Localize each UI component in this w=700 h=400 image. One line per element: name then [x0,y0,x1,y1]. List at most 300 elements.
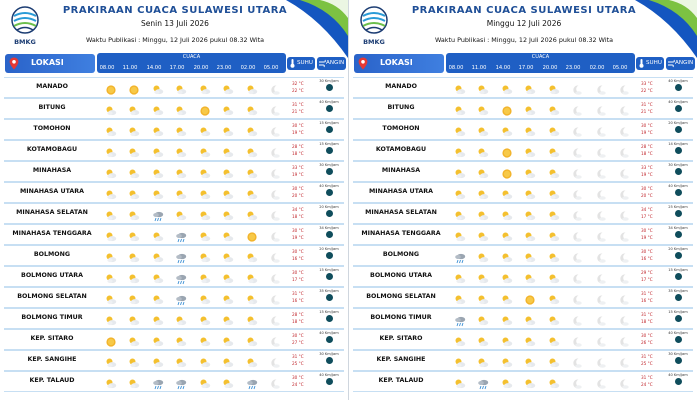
partly-cloudy-icon [524,123,536,135]
partly-cloudy-icon [524,144,536,156]
location-name: BOLMONG SELATAN [17,293,87,300]
night-icon [571,102,583,114]
thermometer-icon [639,59,644,68]
temp-min: 20 °C [292,193,304,198]
time-header: 23.00 [216,65,232,71]
wind-speed: 40 Km/Jam [319,331,339,335]
location-row [4,203,344,224]
cuaca-header [446,53,635,73]
temperature-range [641,374,653,388]
location-name: BITUNG [387,104,415,111]
partly-cloudy-icon [548,333,560,345]
night-icon [595,228,607,240]
time-header: 05.00 [263,65,279,71]
partly-cloudy-icon [548,228,560,240]
temp-max: 30 °C [292,333,304,338]
temperature-range [641,185,653,199]
partly-cloudy-icon [222,333,234,345]
night-icon [269,333,281,345]
location-pin-icon [9,57,19,70]
location-row [4,119,344,140]
temp-min: 16 °C [641,298,653,303]
temperature-range [641,353,653,367]
partly-cloudy-icon [524,312,536,324]
partly-cloudy-icon [222,249,234,261]
wind-direction-icon [326,273,333,280]
temperature-range [641,206,653,220]
sun-icon [128,81,140,93]
wind-info [317,79,341,91]
bmkg-logo [5,4,45,48]
partly-cloudy-icon [524,81,536,93]
time-headers [97,65,286,73]
partly-cloudy-icon [454,333,466,345]
forecast-panel [349,0,697,400]
partly-cloudy-icon [128,312,140,324]
suhu-header [636,57,664,70]
wind-speed: 34 Km/Jam [319,226,339,230]
location-row [353,224,693,245]
wind-info [317,373,341,385]
publication-time: Waktu Publikasi : Minggu, 12 Juli 2026 pukul 08.32 Wita [85,36,265,44]
wind-direction-icon [326,147,333,154]
temp-max: 33 °C [641,165,653,170]
temperature-range [292,206,304,220]
partly-cloudy-icon [246,354,258,366]
location-name: MINAHASA UTARA [19,188,84,195]
partly-cloudy-icon [246,249,258,261]
partly-cloudy-icon [105,312,117,324]
wind-speed: 40 Km/Jam [319,100,339,104]
wind-info [317,142,341,154]
partly-cloudy-icon [454,102,466,114]
night-icon [269,312,281,324]
wind-speed: 40 Km/Jam [668,184,688,188]
wind-speed: 20 Km/Jam [668,121,688,125]
temp-max: 34 °C [292,207,304,212]
location-name: MINAHASA SELATAN [365,209,437,216]
partly-cloudy-icon [501,375,513,387]
temperature-range [292,164,304,178]
wind-direction-icon [326,231,333,238]
night-icon [269,375,281,387]
partly-cloudy-icon [246,270,258,282]
night-icon [618,375,630,387]
partly-cloudy-icon [199,81,211,93]
partly-cloudy-icon [477,102,489,114]
wind-info [666,247,690,259]
partly-cloudy-icon [199,312,211,324]
wind-speed: 15 Km/Jam [319,268,339,272]
wind-direction-icon [326,294,333,301]
partly-cloudy-icon [128,354,140,366]
partly-cloudy-icon [246,207,258,219]
partly-cloudy-icon [152,165,164,177]
temp-min: 18 °C [292,151,304,156]
time-headers [446,65,635,73]
wind-info [317,100,341,112]
location-row [353,119,693,140]
wind-info [666,163,690,175]
logo-text: BMKG [363,38,385,46]
location-row [353,140,693,161]
temp-max: 29 °C [641,270,653,275]
wind-direction-icon [326,168,333,175]
partly-cloudy-icon [199,333,211,345]
partly-cloudy-icon [105,144,117,156]
partly-cloudy-icon [222,186,234,198]
temp-min: 19 °C [641,172,653,177]
temperature-range [641,332,653,346]
night-icon [269,102,281,114]
wind-speed: 30 Km/Jam [319,352,339,356]
wind-direction-icon [326,105,333,112]
wind-direction-icon [326,126,333,133]
rain-icon [454,249,466,261]
night-icon [595,186,607,198]
partly-cloudy-icon [128,291,140,303]
suhu-label: SUHU [297,60,313,66]
wind-direction-icon [675,84,682,91]
location-name: MANADO [36,83,68,90]
partly-cloudy-icon [152,249,164,261]
angin-header [666,57,695,70]
lokasi-label: LOKASI [31,58,64,67]
wind-direction-icon [675,168,682,175]
partly-cloudy-icon [454,270,466,282]
forecast-date: Minggu 12 Juli 2026 [486,19,562,28]
night-icon [571,81,583,93]
partly-cloudy-icon [222,228,234,240]
partly-cloudy-icon [175,102,187,114]
partly-cloudy-icon [477,333,489,345]
partly-cloudy-icon [199,354,211,366]
partly-cloudy-icon [222,207,234,219]
temp-max: 28 °C [641,144,653,149]
rain-icon [454,312,466,324]
night-icon [269,270,281,282]
partly-cloudy-icon [524,354,536,366]
location-pin-icon [358,57,368,70]
partly-cloudy-icon [128,270,140,282]
time-header: 05.00 [612,65,628,71]
partly-cloudy-icon [199,144,211,156]
wind-info [666,184,690,196]
temperature-range [292,332,304,346]
partly-cloudy-icon [128,333,140,345]
location-row [353,203,693,224]
suhu-header [287,57,315,70]
night-icon [618,165,630,177]
night-icon [571,186,583,198]
partly-cloudy-icon [477,207,489,219]
night-icon [571,291,583,303]
temp-max: 30 °C [292,228,304,233]
wind-speed: 20 Km/Jam [668,247,688,251]
night-icon [618,312,630,324]
location-name: TOMOHON [33,125,71,132]
location-name: MINAHASA TENGGARA [12,230,92,237]
forecast-panel [0,0,349,400]
partly-cloudy-icon [199,186,211,198]
night-icon [595,123,607,135]
partly-cloudy-icon [175,207,187,219]
temperature-range [641,290,653,304]
partly-cloudy-icon [128,186,140,198]
temp-min: 16 °C [641,256,653,261]
wind-speed: 40 Km/Jam [668,100,688,104]
partly-cloudy-icon [548,81,560,93]
partly-cloudy-icon [477,249,489,261]
location-name: MINAHASA SELATAN [16,209,88,216]
bmkg-logo [354,4,394,48]
wind-info [666,373,690,385]
wind-speed: 34 Km/Jam [668,226,688,230]
rain-icon [246,375,258,387]
partly-cloudy-icon [454,291,466,303]
angin-label: ANGIN [326,60,345,66]
wind-speed: 40 Km/Jam [319,373,339,377]
night-icon [571,375,583,387]
partly-cloudy-icon [477,165,489,177]
wind-direction-icon [675,189,682,196]
temp-min: 17 °C [641,214,653,219]
rain-icon [477,375,489,387]
night-icon [571,270,583,282]
sun-icon [199,102,211,114]
temp-min: 16 °C [292,298,304,303]
time-header: 20.00 [542,65,558,71]
partly-cloudy-icon [548,354,560,366]
partly-cloudy-icon [152,354,164,366]
partly-cloudy-icon [222,270,234,282]
partly-cloudy-icon [175,312,187,324]
rain-icon [175,228,187,240]
wind-direction-icon [326,378,333,385]
temp-min: 18 °C [641,319,653,324]
wind-info [666,142,690,154]
temperature-range [641,122,653,136]
night-icon [269,186,281,198]
partly-cloudy-icon [105,270,117,282]
partly-cloudy-icon [105,375,117,387]
partly-cloudy-icon [246,165,258,177]
night-icon [269,291,281,303]
location-row [353,287,693,308]
partly-cloudy-icon [524,165,536,177]
night-icon [571,333,583,345]
night-icon [618,249,630,261]
rain-icon [152,375,164,387]
partly-cloudy-icon [477,81,489,93]
wind-direction-icon [326,315,333,322]
partly-cloudy-icon [128,375,140,387]
location-row [4,371,344,392]
rain-icon [175,249,187,261]
temperature-range [292,248,304,262]
lokasi-header [5,54,95,73]
partly-cloudy-icon [548,165,560,177]
temp-max: 33 °C [292,165,304,170]
wind-speed: 30 Km/Jam [668,352,688,356]
partly-cloudy-icon [246,102,258,114]
sun-icon [105,81,117,93]
wind-direction-icon [675,147,682,154]
partly-cloudy-icon [548,144,560,156]
night-icon [571,354,583,366]
partly-cloudy-icon [152,144,164,156]
temperature-range [292,122,304,136]
partly-cloudy-icon [222,81,234,93]
temp-max: 30 °C [641,186,653,191]
temperature-range [292,185,304,199]
rain-icon [175,270,187,282]
partly-cloudy-icon [548,207,560,219]
temp-min: 25 °C [641,361,653,366]
location-row [353,308,693,329]
partly-cloudy-icon [128,228,140,240]
partly-cloudy-icon [175,123,187,135]
temperature-range [641,80,653,94]
partly-cloudy-icon [548,270,560,282]
time-header: 17.00 [169,65,185,71]
partly-cloudy-icon [501,312,513,324]
location-name: MINAHASA TENGGARA [361,230,441,237]
temp-min: 18 °C [292,319,304,324]
night-icon [571,312,583,324]
time-header: 23.00 [565,65,581,71]
temp-min: 20 °C [641,193,653,198]
partly-cloudy-icon [454,375,466,387]
cuaca-label: CUACA [182,54,201,60]
night-icon [571,165,583,177]
sun-icon [246,228,258,240]
wind-info [666,79,690,91]
location-name: MINAHASA UTARA [368,188,433,195]
location-row [4,98,344,119]
location-name: KEP. SANGIHE [27,356,77,363]
wind-direction-icon [326,336,333,343]
temperature-range [292,101,304,115]
partly-cloudy-icon [175,333,187,345]
partly-cloudy-icon [128,165,140,177]
temp-max: 32 °C [292,81,304,86]
temp-max: 30 °C [292,375,304,380]
partly-cloudy-icon [128,123,140,135]
temp-min: 19 °C [641,235,653,240]
partly-cloudy-icon [199,270,211,282]
partly-cloudy-icon [105,291,117,303]
temp-min: 19 °C [292,130,304,135]
time-header: 17.00 [518,65,534,71]
partly-cloudy-icon [454,123,466,135]
angin-label: ANGIN [675,60,694,66]
partly-cloudy-icon [548,123,560,135]
night-icon [595,333,607,345]
rain-icon [152,207,164,219]
night-icon [269,81,281,93]
partly-cloudy-icon [454,207,466,219]
temp-max: 31 °C [641,102,653,107]
location-name: KEP. SITARO [379,335,423,342]
wind-direction-icon [675,294,682,301]
temp-max: 28 °C [292,312,304,317]
night-icon [595,144,607,156]
location-row [4,350,344,371]
temp-min: 21 °C [292,109,304,114]
temperature-range [292,227,304,241]
partly-cloudy-icon [548,249,560,261]
night-icon [618,207,630,219]
wind-info [317,205,341,217]
night-icon [595,354,607,366]
partly-cloudy-icon [454,228,466,240]
temp-max: 31 °C [641,291,653,296]
night-icon [269,228,281,240]
time-header: 11.00 [471,65,487,71]
wind-speed: 30 Km/Jam [668,163,688,167]
wind-speed: 40 Km/Jam [668,373,688,377]
wind-speed: 14 Km/Jam [668,142,688,146]
wind-speed: 15 Km/Jam [668,268,688,272]
location-name: KEP. SITARO [30,335,74,342]
location-row [4,308,344,329]
location-name: MANADO [385,83,417,90]
temp-max: 28 °C [292,144,304,149]
temp-min: 16 °C [292,256,304,261]
night-icon [571,249,583,261]
location-row [353,161,693,182]
partly-cloudy-icon [222,165,234,177]
location-name: BOLMONG UTARA [21,272,83,279]
partly-cloudy-icon [152,228,164,240]
location-row [353,329,693,350]
location-name: BOLMONG [33,251,71,258]
partly-cloudy-icon [501,291,513,303]
location-row [4,77,344,98]
partly-cloudy-icon [246,186,258,198]
partly-cloudy-icon [105,165,117,177]
wind-direction-icon [675,336,682,343]
wind-info [666,268,690,280]
rain-icon [175,291,187,303]
partly-cloudy-icon [175,144,187,156]
wind-info [666,100,690,112]
partly-cloudy-icon [222,291,234,303]
temp-min: 19 °C [292,172,304,177]
wind-direction-icon [326,189,333,196]
location-name: KOTAMOBAGU [26,146,78,153]
night-icon [571,144,583,156]
night-icon [595,375,607,387]
night-icon [571,207,583,219]
location-row [4,140,344,161]
temperature-range [292,269,304,283]
night-icon [618,291,630,303]
cuaca-label: CUACA [531,54,550,60]
partly-cloudy-icon [501,81,513,93]
night-icon [618,333,630,345]
temp-max: 31 °C [641,375,653,380]
wind-speed: 25 Km/Jam [668,205,688,209]
temperature-range [292,80,304,94]
location-name: KOTAMOBAGU [375,146,427,153]
wind-direction-icon [326,252,333,259]
location-name: BOLMONG TIMUR [370,314,432,321]
night-icon [269,123,281,135]
temp-max: 30 °C [641,333,653,338]
temp-max: 30 °C [292,123,304,128]
